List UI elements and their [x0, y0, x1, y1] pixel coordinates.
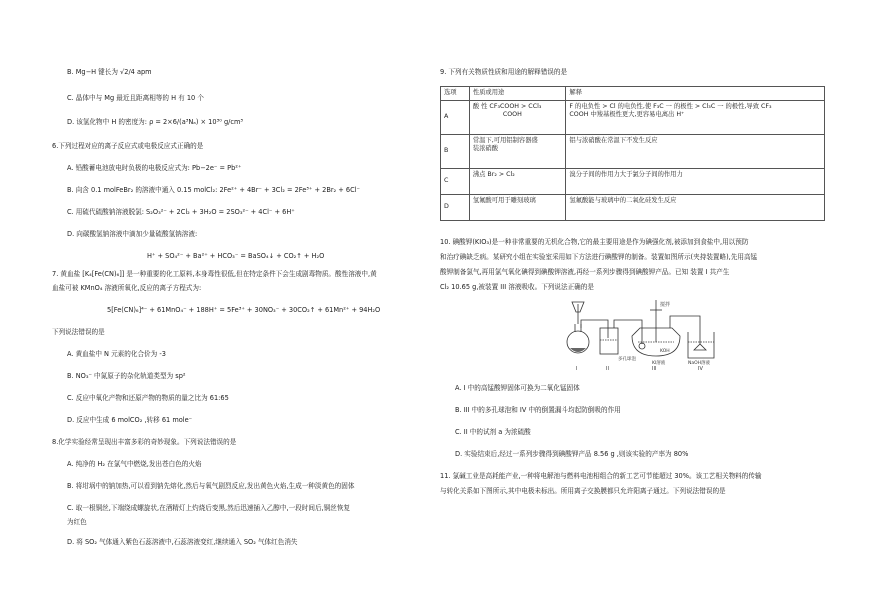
- q10-option-d: D. 实验结束后,经过一系列步骤得到碘酸钾产品 8.56 g ,则该实验的产率为 80%: [455, 450, 689, 458]
- q6-option-d: D. 向碳酸氢钠溶液中滴加少量硫酸氢钠溶液:: [67, 230, 198, 238]
- q7-equation: 5[Fe(CN)₆]⁴⁻ + 61MnO₄⁻ + 188H⁺ = 5Fe³⁺ + 30NO₃⁻ + 30CO₂↑ + 61Mn²⁺ + 94H₂O: [107, 306, 381, 314]
- q7-stem-line2: 血盐可被 KMnO₄ 溶液所氧化,反应的离子方程式为:: [52, 284, 202, 292]
- q7-option-d: D. 反应中生成 6 molCO₂ ,转移 61 mole⁻: [67, 416, 193, 424]
- q10-stem-line4: Cl₂ 10.65 g,被装置 III 溶液吸收。下列说法正确的是: [440, 283, 594, 291]
- table-cell-property: 氢氟酸可用于雕刻玻璃: [469, 194, 566, 220]
- table-header-row: [441, 87, 825, 101]
- label-ii: II: [606, 366, 609, 372]
- q10-option-a: A. I 中的高锰酸钾固体可换为二氧化锰固体: [455, 384, 580, 392]
- table-cell-property: [469, 100, 566, 134]
- table-cell-property: [469, 134, 566, 168]
- q7-stem-line1: 7. 黄血盐 [K₄[Fe(CN)₆]] 是一种重要的化工原料,本身毒性很低,但在特定条件下会生成剧毒物质。酸性溶液中,黄: [52, 270, 377, 278]
- property-line1: 酸 性 CF₃COOH > CCl₃: [472, 102, 542, 110]
- label-naoh: NaOH溶液: [688, 361, 711, 366]
- table-row: [441, 194, 825, 220]
- table-row: [441, 168, 825, 194]
- label-iv: IV: [698, 366, 703, 372]
- q11-stem-line1: 11. 氯碱工业是高耗能产业,一种将电解池与燃料电池相组合的新工艺可节能超过 30%。该工艺相关物料的传输: [440, 472, 762, 480]
- table-cell-option: D: [441, 194, 470, 220]
- q9-table: [440, 86, 825, 221]
- table-cell-explanation: 铝与浓硝酸在常温下不发生反应: [566, 134, 825, 168]
- q8-option-d: D. 将 SO₂ 气体通入紫色石蕊溶液中,石蕊溶液变红,继续通入 SO₂ 气体红色消失: [67, 538, 298, 546]
- table-header-property: 性质或用途: [469, 87, 566, 101]
- q8-option-c-line2: 为红色: [67, 518, 87, 526]
- q10-stem-line3: 酸钾制备氯气,再用氯气氧化碘得到碘酸钾溶液,再经一系列步骤得到碘酸钾产品。已知 装置 I 共产生: [440, 268, 730, 276]
- label-porous-bulb: 多孔球泡: [618, 357, 636, 362]
- q5-option-d: D. 该氢化物中 H 的密度为: ρ = 2×6/(a³Nₐ) × 10³⁰ g/cm³: [67, 118, 244, 126]
- table-header-option: 选项: [441, 87, 470, 101]
- table-cell-explanation: 溴分子间的作用力大于氯分子间的作用力: [566, 168, 825, 194]
- label-iii: III: [652, 366, 657, 372]
- q8-option-c-line1: C. 取一根铜丝,下端绕成螺旋状,在酒精灯上灼烧后变黑,然后迅速插入乙醇中,一段时间后,铜丝恢复: [67, 504, 351, 512]
- q5-option-c: C. 晶体中与 Mg 最近且距离相等的 H 有 10 个: [67, 94, 204, 102]
- q10-stem-line2: 和治疗碘缺乏病。某研究小组在实验室采用如下方法进行碘酸钾的制备。装置如图所示(夹持装置略),先用高锰: [440, 253, 758, 261]
- q5-option-b: B. Mg−H 键长为 √2/4 apm: [67, 68, 152, 76]
- q7-option-c: C. 反应中氧化产物和还原产物的物质的量之比为 61:65: [67, 394, 229, 402]
- q8-option-a: A. 纯净的 H₂ 在氯气中燃烧,发出苍白色的火焰: [67, 460, 202, 468]
- q6-stem: 6.下列过程对应的离子反应式或电极反应式正确的是: [52, 142, 204, 150]
- q6-option-b: B. 向含 0.1 molFeBr₂ 的溶液中通入 0.15 molCl₂: 2Fe²⁺ + 4Br⁻ + 3Cl₂ = 2Fe³⁺ + 2Br₂ + 6Cl⁻: [67, 186, 361, 194]
- table-row: [441, 100, 825, 134]
- q7-option-b: B. NO₃⁻ 中氮原子的杂化轨道类型为 sp²: [67, 372, 186, 380]
- apparatus-diagram: [560, 298, 720, 374]
- table-cell-property: 沸点 Br₂ > Cl₂: [469, 168, 566, 194]
- q6-option-d-equation: H⁺ + SO₄²⁻ + Ba²⁺ + HCO₃⁻ = BaSO₄↓ + CO₂↑ + H₂O: [147, 252, 325, 260]
- q6-option-a: A. 铅酸蓄电池放电时负极的电极反应式为: Pb−2e⁻ = Pb²⁺: [67, 164, 242, 172]
- table-header-explanation: 解释: [566, 87, 825, 101]
- label-i: I: [576, 366, 578, 372]
- table-cell-option: A: [441, 100, 470, 134]
- q7-option-a: A. 黄血盐中 N 元素的化合价为 -3: [67, 350, 166, 358]
- explanation-line2: COOH 中羧基极性更大,更容易电离出 H⁺: [569, 111, 685, 118]
- q9-stem: 9. 下列有关物质性质和用途的解释错误的是: [440, 68, 568, 76]
- property-line2: COOH: [502, 111, 522, 118]
- q11-stem-line2: 与转化关系如下图所示,其中电极未标出。所用离子交换膜都只允许阳离子通过。下列说法错误的是: [440, 487, 726, 495]
- label-ki: KI溶液: [652, 361, 666, 366]
- q7-question: 下列说法错误的是: [52, 328, 105, 336]
- wash-bottle-ii-icon: [600, 328, 618, 354]
- property-line2: 装浓硝酸: [472, 145, 499, 152]
- label-stir: 搅拌: [660, 302, 671, 308]
- q10-option-c: C. II 中的试剂 a 为浓硫酸: [455, 428, 531, 436]
- table-cell-explanation: [566, 100, 825, 134]
- table-cell-option: B: [441, 134, 470, 168]
- q8-stem: 8.化学实验经常呈现出丰富多彩的奇妙现象。下列说法错误的是: [52, 438, 237, 446]
- q10-stem-line1: 10. 碘酸钾(KIO₃)是一种非常重要的无机化合物,它的最主要用途是作为碘强化剂,被添加到食盐中,用以预防: [440, 238, 749, 246]
- label-koh: KOH: [660, 349, 670, 354]
- q6-option-c: C. 用硫代硫酸钠溶液脱氯: S₂O₃²⁻ + 2Cl₂ + 3H₂O = 2SO₃²⁻ + 4Cl⁻ + 6H⁺: [67, 208, 295, 216]
- q8-option-b: B. 将坩埚中的钠加热,可以看到钠先熔化,然后与氧气剧烈反应,发出黄色火焰,生成一种淡黄色的固体: [67, 482, 355, 490]
- table-cell-explanation: 氢氟酸能与玻璃中的二氧化硅发生反应: [566, 194, 825, 220]
- q10-option-b: B. III 中的多孔球泡和 IV 中的倒置漏斗均起防倒吸的作用: [455, 406, 621, 414]
- table-row: [441, 134, 825, 168]
- explanation-line1: F 的电负性 > Cl 的电负性,使 F₃C 一 的极性 > Cl₃C 一 的极性,导致 CF₃: [569, 102, 772, 110]
- inverted-funnel-icon: [694, 344, 706, 350]
- property-line1: 常温下,可用铝制容器盛: [472, 136, 538, 144]
- table-cell-option: C: [441, 168, 470, 194]
